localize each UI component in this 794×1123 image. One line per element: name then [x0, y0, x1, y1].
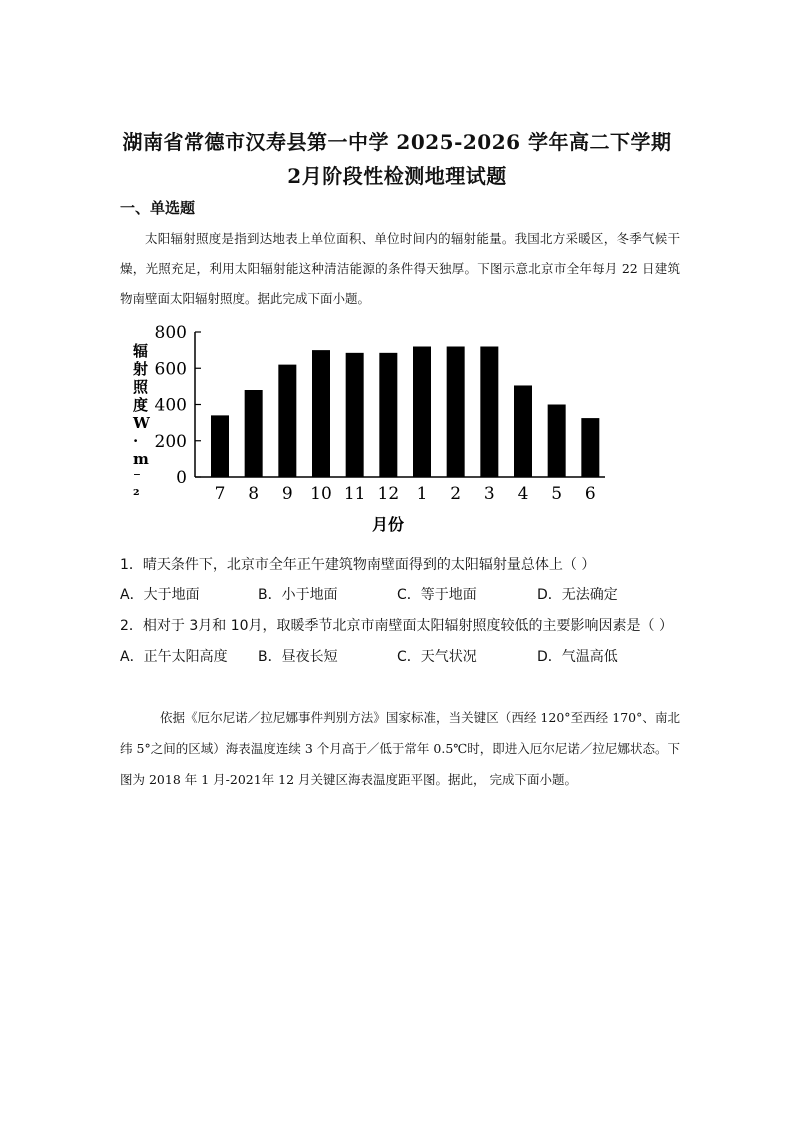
bar [211, 415, 229, 477]
bar [514, 385, 532, 477]
x-tick-label: 7 [214, 484, 226, 504]
question-1-stem: 1．晴天条件下，北京市全年正午建筑物南壁面得到的太阳辐射量总体上（ ） [120, 557, 596, 573]
x-tick-label: 5 [551, 484, 563, 504]
q2-option-b: B．昼夜长短 [258, 649, 338, 665]
q1-option-a: A．大于地面 [120, 587, 200, 603]
x-tick-label: 12 [377, 484, 400, 504]
x-tick-label: 1 [416, 484, 428, 504]
x-axis-label: 月份 [371, 515, 405, 534]
bar [581, 418, 599, 477]
bar [346, 353, 364, 477]
bar [245, 390, 263, 477]
section-heading: 一、单选题 [120, 199, 196, 217]
x-tick-label: 6 [584, 484, 596, 504]
bar [447, 347, 465, 478]
x-tick-label: 3 [483, 484, 495, 504]
passage-2: 依据《厄尔尼诺／拉尼娜事件判别方法》国家标准，当关键区（西经 120°至西经 170°、南北纬 5°之间的区域）海表温度连续 3 个月高于／低于常年 0.5℃时，即进入厄尔尼诺／拉尼娜状态。下图为 2018 年 1 月-2021年 12 月关键区海表温度距平图。据此， 完成下面小题。 [120, 710, 680, 787]
q1-option-c: C．等于地面 [397, 587, 477, 603]
y-tick-label: 0 [176, 468, 187, 488]
document-title-line-2: 2月阶段性检测地理试题 [287, 164, 507, 188]
y-tick-label: 800 [154, 323, 187, 343]
x-tick-label: 11 [343, 484, 366, 504]
q1-option-b: B．小于地面 [258, 587, 338, 603]
bar [379, 353, 397, 477]
y-tick-label: 400 [154, 395, 187, 416]
q1-option-d: D．无法确定 [537, 587, 618, 603]
x-tick-label: 9 [281, 484, 293, 504]
bar [480, 347, 498, 478]
bar [312, 350, 330, 477]
x-tick-label: 8 [248, 484, 260, 504]
q2-option-a: A．正午太阳高度 [120, 649, 228, 665]
bar [413, 347, 431, 478]
bar [278, 365, 296, 477]
y-tick-label: 200 [154, 431, 187, 452]
x-tick-label: 4 [517, 484, 529, 504]
x-tick-label: 10 [310, 484, 332, 504]
q2-option-d: D．气温高低 [537, 649, 618, 665]
radiation-bar-chart [115, 318, 615, 536]
bar [548, 405, 566, 478]
document-title-line-1: 湖南省常德市汉寿县第一中学 2025-2026 学年高二下学期 [122, 130, 672, 154]
y-tick-label: 600 [154, 359, 187, 380]
question-2-stem: 2．相对于 3月和 10月，取暖季节北京市南壁面太阳辐射照度较低的主要影响因素是（ ） [120, 618, 673, 634]
q2-option-c: C．天气状况 [397, 649, 477, 665]
x-tick-label: 2 [450, 484, 462, 504]
intro-paragraph: 太阳辐射照度是指到达地表上单位面积、单位时间内的辐射能量。我国北方采暖区，冬季气候干燥，光照充足，利用太阳辐射能这种清洁能源的条件得天独厚。下图示意北京市全年每月 22 日建筑物南壁面太阳辐射照度。据此完成下面小题。 [120, 231, 680, 306]
y-axis-label: 辐射照度 W · m ⁻ ² [133, 342, 150, 504]
